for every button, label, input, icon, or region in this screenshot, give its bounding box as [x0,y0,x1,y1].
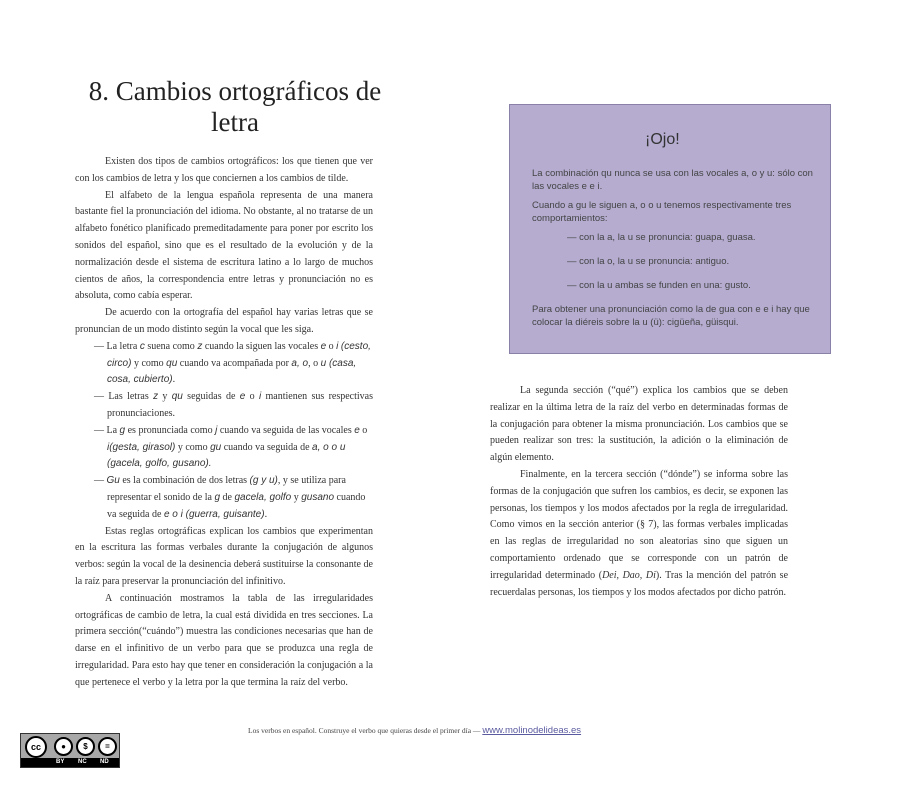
paragraph: Existen dos tipos de cambios ortográficos: los que tienen que ver con los cambios de letra y los que conciernen a los cambios de tilde. [75,156,373,184]
cc-license-badge[interactable] [20,733,120,768]
note-heading: ¡Ojo! [645,131,680,148]
bullet-g: — La g es pronunciada como j cuando va seguida de las vocales e o i(gesta, girasol) y como gu cuando va seguida de a, o o u (gacela, golfo, gusano). [94,424,368,470]
paragraph: Estas reglas ortográficas explican los cambios que experimentan en la escritura las formas verbales durante la conjugación de algunos verbos: según la vocal de la desinencia deberá sustituirse la consonante de la raíz para preservar la pronunciación del infinitivo. [75,525,373,587]
paragraph: De acuerdo con la ortografía del español hay varias letras que se pronuncian de un modo distinto según la vocal que les siga. [75,307,373,335]
cc-icon: cc [25,736,47,758]
footer-text: Los verbos en español. Construye el verbo que quieras desde el primer día — [248,726,483,735]
by-label: BY [56,759,65,765]
paragraph: A continuación mostramos la tabla de las irregularidades ortográficas de cambio de letra, la cual está dividida en tres secciones. La primera sección(“cuándo”) muestra las condiciones necesarias que han de darse en el infinitivo de un verbo para que se produzca una regla de irregularidad. Para esto hay que tener en consideración la conjugación a la que pertenece el verbo y la letra por la que termina la raíz del verbo. [75,592,373,688]
by-person-icon: ● [54,737,73,756]
note-paragraph: Cuando a gu le siguen a, o o u tenemos respectivamente tres comportamientos: [532,200,792,224]
note-dash-item: — con la a, la u se pronuncia: guapa, guasa. [567,232,756,243]
paragraph: Finalmente, en la tercera sección (“dónde”) se informa sobre las formas de la conjugación que sufren los cambios, es decir, se exponen las personas, los tiempos y los modos afectados por la regla de irregularidad. Como vimos en la sección anterior (§ 7), las formas verbales implicadas en las reglas de irregularidad no son aleatorias sino que siguen un comportamiento ordenado que se corresponde con un patrón de irregularidad determinado (Dei, Dao, Di). Tras la mención del patrón se recuerdalas personas, los tiempos y los modos afectados por dicho patrón. [490,468,789,598]
bullet-z-qu: — Las letras z y qu seguidas de e o i mantienen sus respectivas pronunciaciones. [94,391,374,419]
bullet-gu: — Gu es la combinación de dos letras (g y u), y se utiliza para representar el sonido de la g de gacela, golfo y gusano cuando va seguida de e o i (guerra, guisante). [94,475,366,520]
right-column [490,383,788,601]
nc-dollar-icon: $ [76,737,95,756]
footer [248,725,581,736]
nd-label: ND [100,759,109,765]
note-paragraph: Para obtener una pronunciación como la de gua con e e i hay que colocar la diéreis sobre la u (ü): cigüeña, güisqui. [532,304,810,328]
nc-label: NC [78,759,87,765]
page-title: 8. Cambios ortográficos de letra [88,76,382,137]
note-dash-item: — con la o, la u se pronuncia: antiguo. [567,256,730,267]
note-paragraph: La combinación qu nunca se usa con las vocales a, o y u: sólo con las vocales e e i. [532,168,813,192]
note-dash-item: — con la u ambas se funden en una: gusto. [567,280,751,291]
nd-equals-icon: = [98,737,117,756]
note-box [509,104,831,354]
paragraph: El alfabeto de la lengua española representa de una manera bastante fiel la pronunciación del idioma. No obstante, al no tratarse de un alfabeto fonético planificado premeditadamente para poner por escrito los sonidos del español, sino que es el resultado de la evolución y de la normalización desde el sistema de escritura latino a lo largo de muchos cientos de años, la correspondencia entre letras y pronunciación no es absoluta, como cabía esperar. [75,189,373,302]
note-body [532,167,817,335]
paragraph: La segunda sección (“qué”) explica los cambios que se deben realizar en la última letra de la raíz del verbo en determinadas formas de la conjugación para obtener la misma pronunciación. Los cambios que se pueden realizar son tres: la sustitución, la adición o la eliminación de algún elemento. [490,385,788,464]
footer-link[interactable]: www.molinodelideas.es [482,725,582,736]
bullet-c: — La letra c suena como z cuando la siguen las vocales e o i (cesto, circo) y como qu cuando va acompañada por a, o, o u (casa, cosa, cubierto). [94,340,371,386]
left-column [75,154,373,692]
